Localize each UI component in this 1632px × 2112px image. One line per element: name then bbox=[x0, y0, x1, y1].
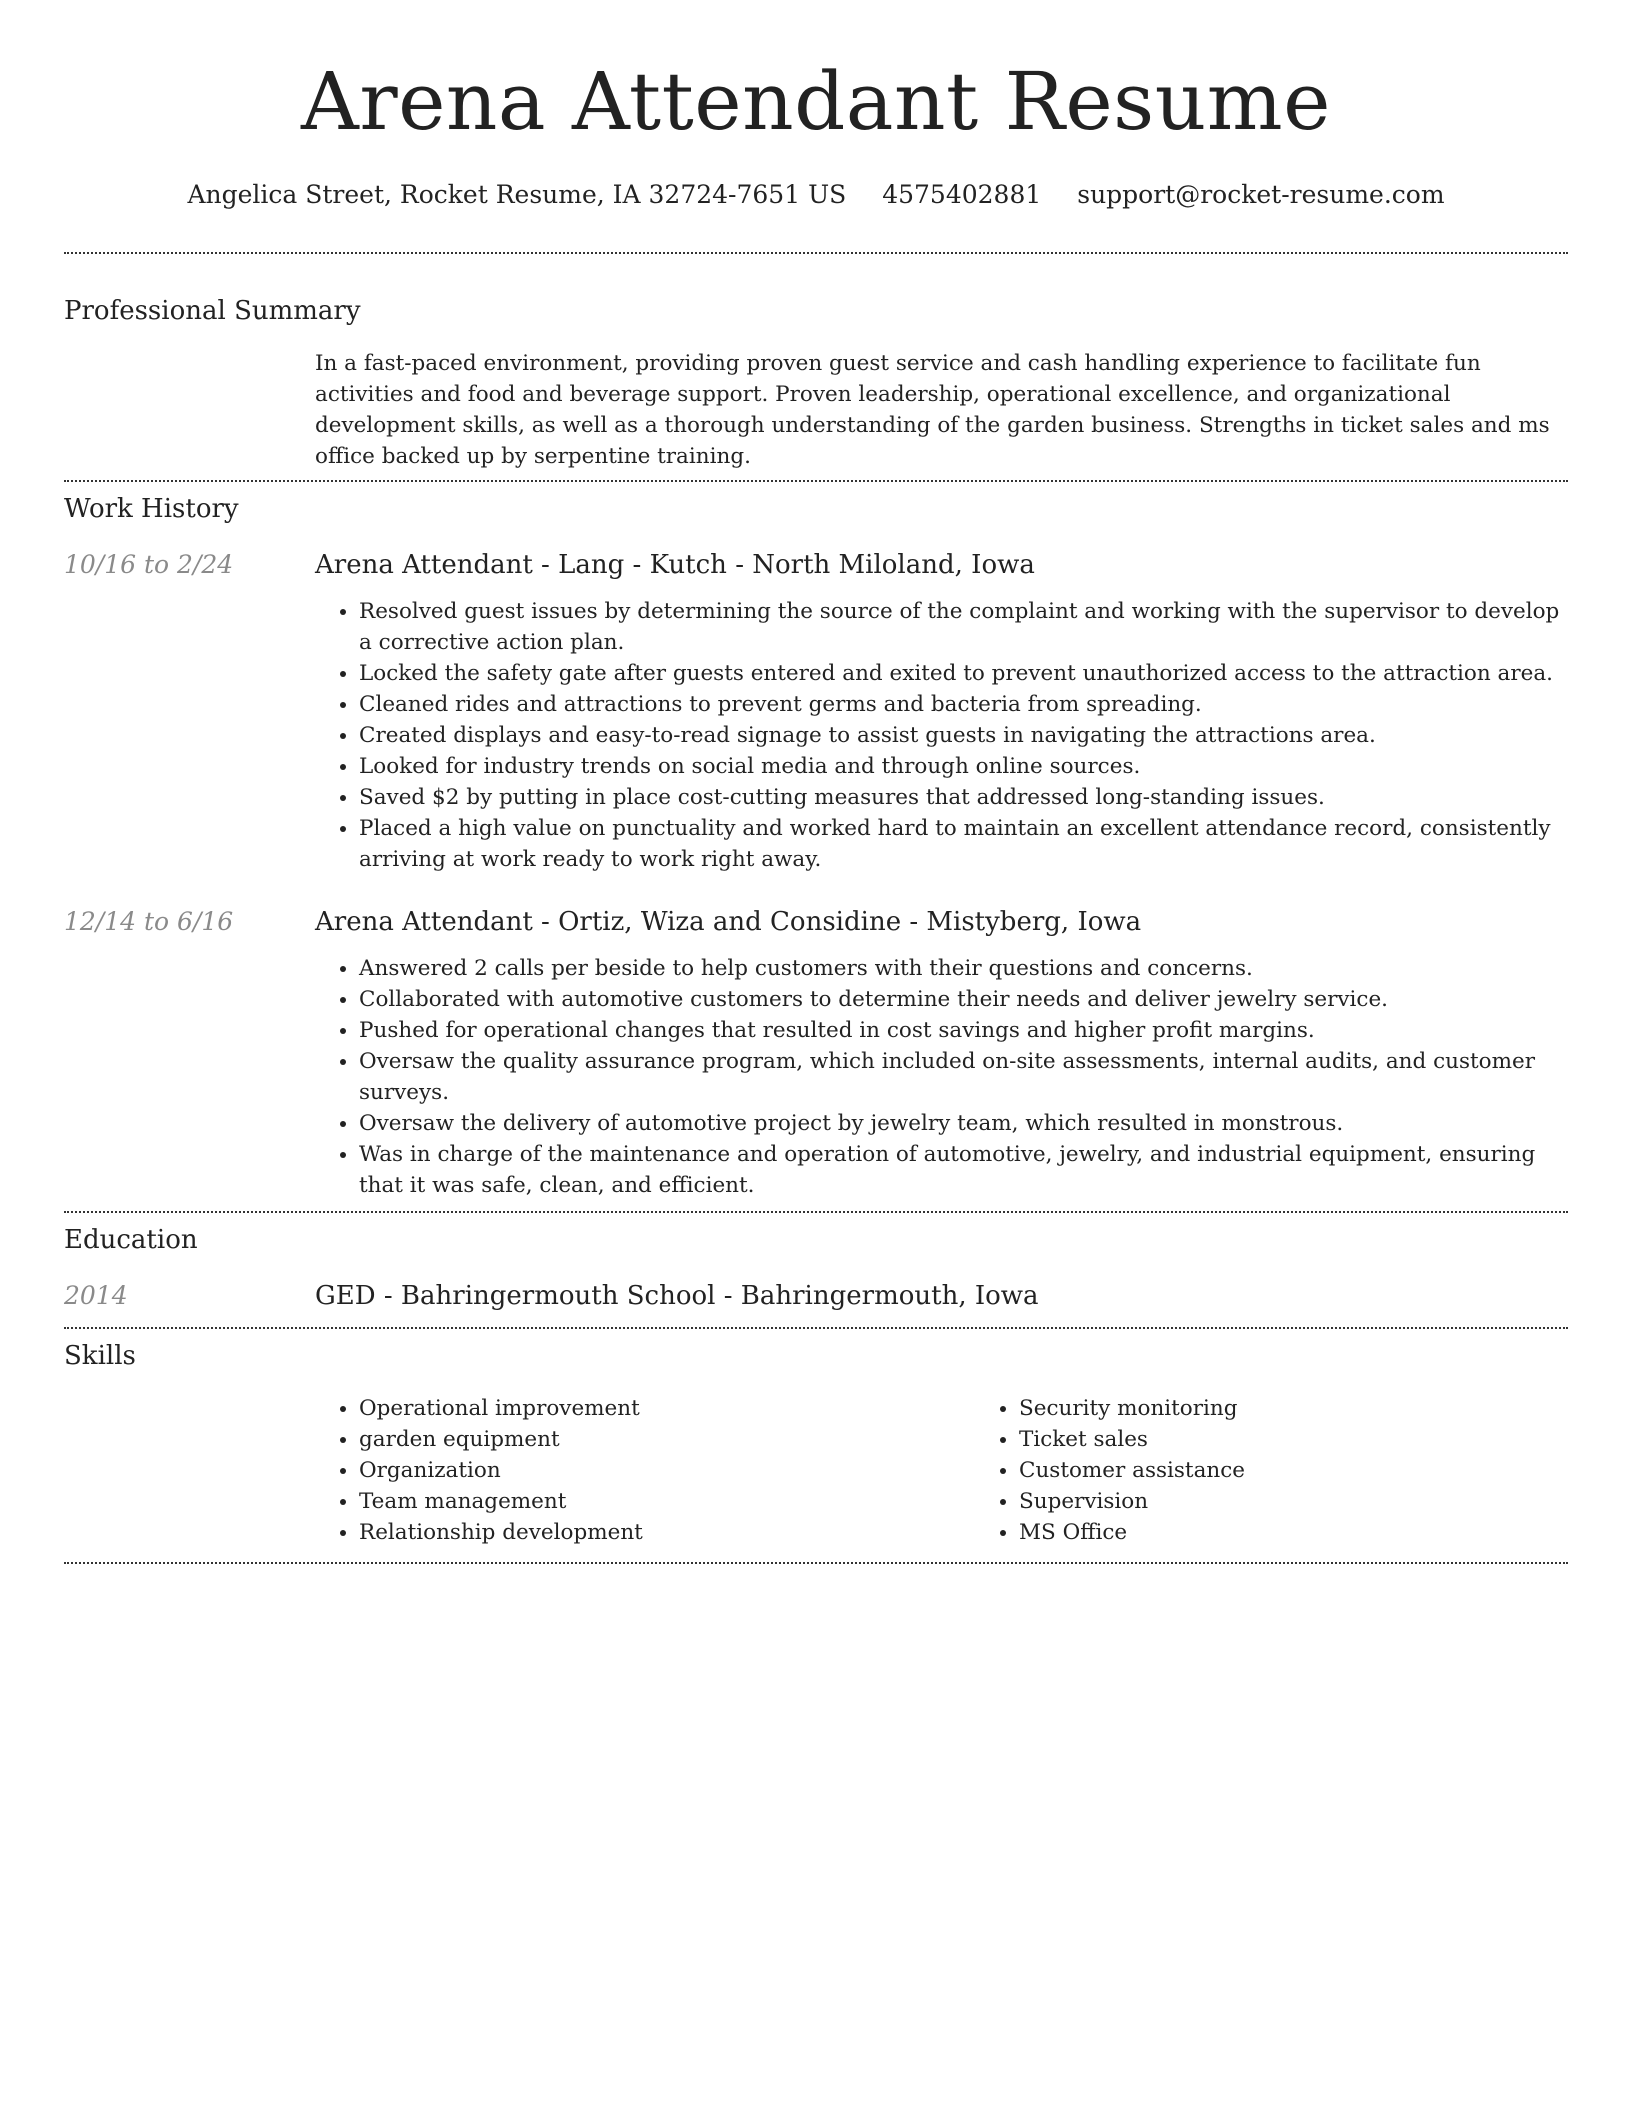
job-entry bbox=[64, 548, 1568, 875]
divider bbox=[64, 480, 1568, 482]
contact-email: support@rocket-resume.com bbox=[1077, 180, 1445, 209]
skill-item: • Ticket sales bbox=[1019, 1424, 1632, 1455]
list-item: • Pushed for operational changes that resulted in cost savings and higher profit margins. bbox=[359, 1015, 1568, 1046]
list-item: • Looked for industry trends on social media and through online sources. bbox=[359, 751, 1568, 782]
skill-item: • Organization bbox=[359, 1455, 975, 1486]
contact-address: Angelica Street, Rocket Resume, IA 32724-7651 US bbox=[187, 180, 847, 209]
work-history-heading: Work History bbox=[64, 494, 239, 524]
skills-grid bbox=[315, 1393, 1632, 1548]
summary-heading: Professional Summary bbox=[64, 296, 361, 326]
list-item: • Locked the safety gate after guests entered and exited to prevent unauthorized access to the attraction area. bbox=[359, 658, 1568, 689]
job-bullet-list bbox=[315, 596, 1568, 875]
divider bbox=[64, 1211, 1568, 1213]
skill-item: • Relationship development bbox=[359, 1517, 975, 1548]
skill-item: • Security monitoring bbox=[1019, 1393, 1632, 1424]
resume-title: Arena Attendant Resume bbox=[301, 55, 1331, 148]
skills-left-spacer bbox=[64, 1393, 315, 1548]
job-bullet-list bbox=[315, 953, 1568, 1201]
list-item: • Answered 2 calls per beside to help customers with their questions and concerns. bbox=[359, 953, 1568, 984]
summary-body bbox=[315, 348, 1568, 472]
skills-row bbox=[64, 1393, 1568, 1548]
education-year: 2014 bbox=[64, 1281, 128, 1310]
summary-text: In a fast-paced environment, providing proven guest service and cash handling experience to facilitate fun activities and food and beverage support. Proven leadership, operational excellence, and organizational development skills, as well as a thorough understanding of the garden business. Strengths in ticket sales and ms office backed up by serpentine training. bbox=[315, 351, 1550, 469]
job-details bbox=[315, 548, 1568, 875]
job-title: Arena Attendant - Lang - Kutch - North Miloland, Iowa bbox=[315, 550, 1035, 580]
list-item: • Placed a high value on punctuality and worked hard to maintain an excellent attendance record, consistently arriving at work ready to work right away. bbox=[359, 813, 1568, 875]
list-item: • Oversaw the delivery of automotive project by jewelry team, which resulted in monstrous. bbox=[359, 1108, 1568, 1139]
contact-line bbox=[64, 178, 1568, 212]
list-item: • Was in charge of the maintenance and operation of automotive, jewelry, and industrial equipment, ensuring that it was safe, clean, and efficient. bbox=[359, 1139, 1568, 1201]
job-entry bbox=[64, 905, 1568, 1201]
skills-list-right bbox=[975, 1393, 1632, 1548]
job-title: Arena Attendant - Ortiz, Wiza and Considine - Mistyberg, Iowa bbox=[315, 907, 1142, 937]
list-item: • Oversaw the quality assurance program, which included on-site assessments, internal audits, and customer surveys. bbox=[359, 1046, 1568, 1108]
list-item: • Cleaned rides and attractions to prevent germs and bacteria from spreading. bbox=[359, 689, 1568, 720]
skill-item: • Supervision bbox=[1019, 1486, 1632, 1517]
skill-item: • MS Office bbox=[1019, 1517, 1632, 1548]
divider bbox=[64, 252, 1568, 254]
skill-item: • garden equipment bbox=[359, 1424, 975, 1455]
summary-row bbox=[64, 348, 1568, 472]
contact-phone: 4575402881 bbox=[882, 180, 1042, 209]
education-degree: GED - Bahringermouth School - Bahringermouth, Iowa bbox=[315, 1281, 1039, 1311]
skill-item: • Customer assistance bbox=[1019, 1455, 1632, 1486]
skills-list-left bbox=[315, 1393, 975, 1548]
skill-item: • Team management bbox=[359, 1486, 975, 1517]
divider bbox=[64, 1562, 1568, 1564]
education-heading: Education bbox=[64, 1225, 198, 1255]
list-item: • Collaborated with automotive customers to determine their needs and deliver jewelry service. bbox=[359, 984, 1568, 1015]
list-item: • Saved $2 by putting in place cost-cutting measures that addressed long-standing issues. bbox=[359, 782, 1568, 813]
skills-heading: Skills bbox=[64, 1341, 136, 1371]
list-item: • Resolved guest issues by determining the source of the complaint and working with the supervisor to develop a corrective action plan. bbox=[359, 596, 1568, 658]
list-item: • Created displays and easy-to-read signage to assist guests in navigating the attractions area. bbox=[359, 720, 1568, 751]
education-details bbox=[315, 1279, 1568, 1313]
education-entry bbox=[64, 1279, 1568, 1313]
job-details bbox=[315, 905, 1568, 1201]
skill-item: • Operational improvement bbox=[359, 1393, 975, 1424]
summary-left-spacer bbox=[64, 348, 315, 472]
divider bbox=[64, 1327, 1568, 1329]
job-dates: 12/14 to 6/16 bbox=[64, 907, 234, 936]
job-dates: 10/16 to 2/24 bbox=[64, 550, 234, 579]
